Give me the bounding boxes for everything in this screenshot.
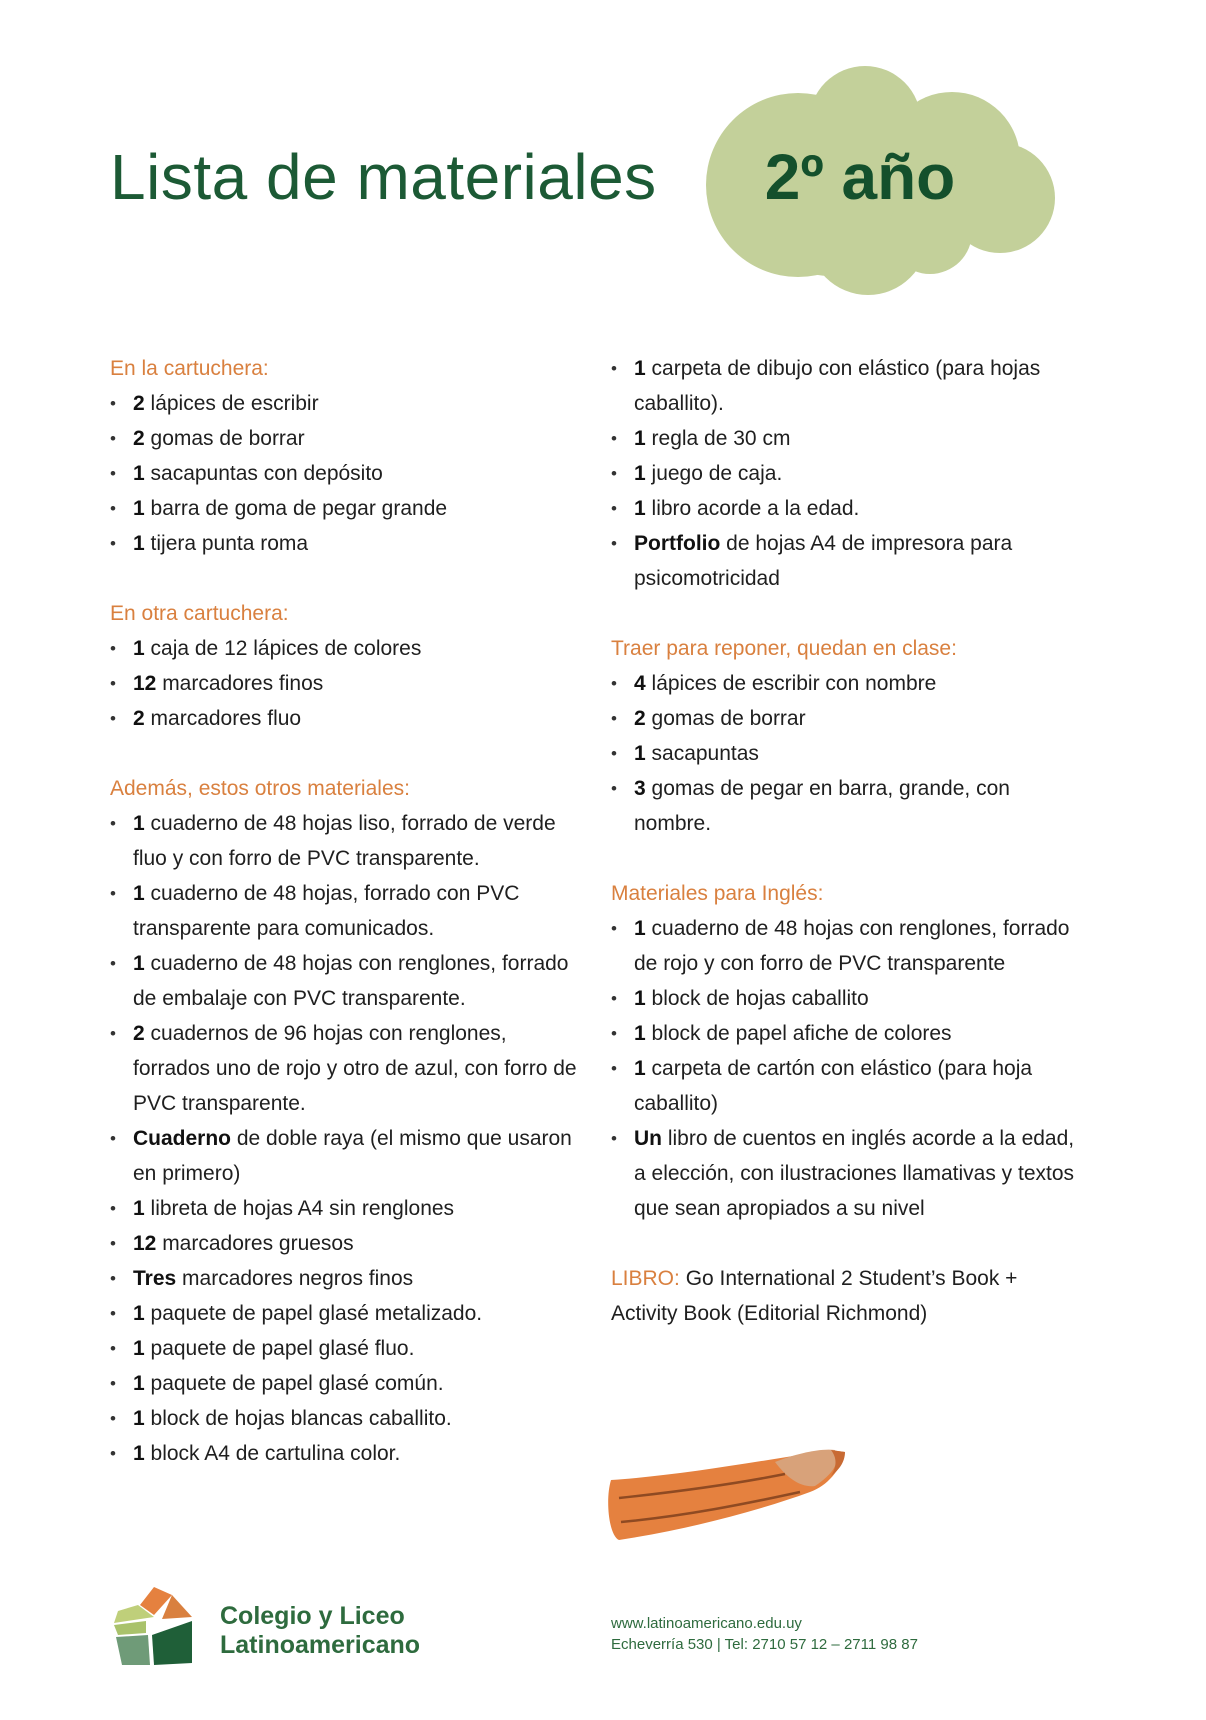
list-item — [110, 1296, 580, 1331]
list-item — [110, 456, 580, 491]
list-item — [611, 736, 1081, 771]
item-text: tijera punta roma — [144, 532, 309, 555]
item-text: libreta de hojas A4 sin renglones — [144, 1197, 455, 1220]
item-quantity: 1 — [634, 1022, 646, 1045]
item-text: lápices de escribir — [144, 392, 319, 415]
contact-info — [611, 1613, 918, 1655]
list-item — [110, 666, 580, 701]
item-text: paquete de papel glasé metalizado. — [144, 1302, 483, 1325]
item-text: lápices de escribir con nombre — [645, 672, 937, 695]
item-text: cuaderno de 48 hojas liso, forrado de verde fluo y con forro de PVC transparente. — [133, 812, 556, 870]
item-quantity: 1 — [133, 952, 145, 975]
item-text: block de hojas caballito — [645, 987, 869, 1010]
item-text: libro acorde a la edad. — [645, 497, 860, 520]
list-item — [611, 701, 1081, 736]
item-text: block de papel afiche de colores — [645, 1022, 952, 1045]
item-quantity: 2 — [133, 707, 145, 730]
list-item — [110, 421, 580, 456]
item-text: block A4 de cartulina color. — [144, 1442, 401, 1465]
item-text: gomas de borrar — [144, 427, 305, 450]
item-text: cuaderno de 48 hojas con renglones, forrado de rojo y con forro de PVC transparente — [634, 917, 1070, 975]
section-heading: Además, estos otros materiales: — [110, 777, 410, 800]
item-quantity: 1 — [634, 987, 646, 1010]
school-name — [220, 1602, 420, 1660]
item-text: libro de cuentos en inglés acorde a la edad, a elección, con ilustraciones llamativas y textos que sean apropiados a su nivel — [634, 1127, 1075, 1220]
list-item — [110, 1016, 580, 1121]
item-quantity: 1 — [133, 1302, 145, 1325]
item-text: gomas de borrar — [645, 707, 806, 730]
right-sections — [611, 596, 1081, 1226]
item-quantity: Portfolio — [634, 532, 721, 555]
item-text: cuaderno de 48 hojas, forrado con PVC transparente para comunicados. — [133, 882, 520, 940]
list-item — [110, 1226, 580, 1261]
item-quantity: 1 — [634, 1057, 646, 1080]
left-column — [110, 351, 580, 1471]
address-phone: Echeverría 530 | Tel: 2710 57 12 – 2711 98 87 — [611, 1636, 918, 1653]
item-text: carpeta de cartón con elástico (para hoja caballito) — [634, 1057, 1033, 1115]
item-quantity: 1 — [133, 637, 145, 660]
page-title: Lista de materiales — [110, 141, 657, 213]
items-list — [611, 911, 1081, 1226]
section-heading: En la cartuchera: — [110, 357, 269, 380]
spacer — [611, 596, 1081, 631]
list-item — [611, 351, 1081, 421]
item-text: regla de 30 cm — [645, 427, 791, 450]
item-text: juego de caja. — [645, 462, 783, 485]
list-item — [110, 491, 580, 526]
list-item — [110, 386, 580, 421]
list-item — [110, 631, 580, 666]
website-link[interactable]: www.latinoamericano.edu.uy — [611, 1615, 802, 1632]
list-item — [611, 491, 1081, 526]
items-list — [110, 631, 580, 736]
section-heading: Materiales para Inglés: — [611, 882, 824, 905]
item-quantity: 3 — [634, 777, 646, 800]
item-text: marcadores fluo — [144, 707, 302, 730]
item-quantity: 1 — [133, 1442, 145, 1465]
list-item — [611, 771, 1081, 841]
spacer — [110, 736, 580, 771]
list-item — [611, 526, 1081, 596]
item-text: paquete de papel glasé común. — [144, 1372, 444, 1395]
list-item — [611, 421, 1081, 456]
item-quantity: 2 — [133, 427, 145, 450]
list-item — [110, 1191, 580, 1226]
list-item — [110, 1261, 580, 1296]
list-item — [110, 806, 580, 876]
grade-label: 2º año — [764, 141, 956, 213]
list-item — [110, 701, 580, 736]
item-quantity: 1 — [133, 1407, 145, 1430]
section-heading: Traer para reponer, quedan en clase: — [611, 637, 957, 660]
list-item — [611, 1121, 1081, 1226]
list-item — [110, 1121, 580, 1191]
item-text: sacapuntas — [645, 742, 759, 765]
item-quantity: 1 — [634, 427, 646, 450]
list-item — [110, 1331, 580, 1366]
school-name-line1: Colegio y Liceo — [220, 1602, 405, 1630]
item-quantity: 1 — [634, 917, 646, 940]
list-item — [611, 911, 1081, 981]
list-item — [611, 1016, 1081, 1051]
item-text: cuadernos de 96 hojas con renglones, forrados uno de rojo y otro de azul, con forro de PVC transparente. — [133, 1022, 577, 1115]
items-list — [110, 386, 580, 561]
item-quantity: 12 — [133, 672, 157, 695]
list-item — [110, 1436, 580, 1471]
item-text: marcadores gruesos — [156, 1232, 354, 1255]
list-item — [110, 526, 580, 561]
spacer — [611, 1226, 1081, 1261]
item-text: paquete de papel glasé fluo. — [144, 1337, 415, 1360]
item-quantity: 1 — [634, 497, 646, 520]
item-quantity: 1 — [634, 742, 646, 765]
item-text: caja de 12 lápices de colores — [144, 637, 422, 660]
item-quantity: Un — [634, 1127, 662, 1150]
item-quantity: 1 — [133, 1372, 145, 1395]
item-text: de doble raya (el mismo que usaron en primero) — [133, 1127, 572, 1185]
school-logo-icon — [110, 1585, 200, 1667]
item-text: carpeta de dibujo con elástico (para hojas caballito). — [634, 357, 1041, 415]
list-item — [611, 456, 1081, 491]
item-quantity: Cuaderno — [133, 1127, 232, 1150]
item-text: marcadores negros finos — [176, 1267, 414, 1290]
item-quantity: 1 — [634, 357, 646, 380]
item-text: barra de goma de pegar grande — [144, 497, 448, 520]
school-name-line2: Latinoamericano — [220, 1631, 421, 1659]
items-list — [611, 666, 1081, 841]
item-quantity: 1 — [133, 1197, 145, 1220]
item-text: de hojas A4 de impresora para psicomotricidad — [634, 532, 1013, 590]
spacer — [110, 561, 580, 596]
list-item — [611, 981, 1081, 1016]
right-column — [611, 351, 1081, 1331]
item-text: marcadores finos — [156, 672, 324, 695]
item-quantity: 2 — [634, 707, 646, 730]
book-label: LIBRO: — [611, 1267, 680, 1290]
item-text: gomas de pegar en barra, grande, con nombre. — [634, 777, 1010, 835]
item-quantity: 1 — [133, 882, 145, 905]
item-quantity: 2 — [133, 1022, 145, 1045]
item-text: block de hojas blancas caballito. — [144, 1407, 452, 1430]
item-text: sacapuntas con depósito — [144, 462, 383, 485]
list-item — [611, 1051, 1081, 1121]
book-note — [611, 1261, 1081, 1331]
list-item — [110, 946, 580, 1016]
book-title: Go International 2 Student’s Book + Activity Book (Editorial Richmond) — [611, 1267, 1018, 1325]
item-quantity: Tres — [133, 1267, 177, 1290]
list-item — [110, 1401, 580, 1436]
list-item — [110, 876, 580, 946]
pencil-icon — [605, 1440, 850, 1550]
item-quantity: 1 — [133, 1337, 145, 1360]
items-list — [110, 806, 580, 1471]
item-quantity: 1 — [634, 462, 646, 485]
item-quantity: 1 — [133, 497, 145, 520]
item-quantity: 2 — [133, 392, 145, 415]
spacer — [611, 841, 1081, 876]
item-quantity: 12 — [133, 1232, 157, 1255]
item-quantity: 1 — [133, 812, 145, 835]
item-quantity: 4 — [634, 672, 646, 695]
list-item — [110, 1366, 580, 1401]
section-heading: En otra cartuchera: — [110, 602, 289, 625]
item-quantity: 1 — [133, 532, 145, 555]
item-quantity: 1 — [133, 462, 145, 485]
items-list — [611, 351, 1081, 596]
item-text: cuaderno de 48 hojas con renglones, forrado de embalaje con PVC transparente. — [133, 952, 569, 1010]
list-item — [611, 666, 1081, 701]
